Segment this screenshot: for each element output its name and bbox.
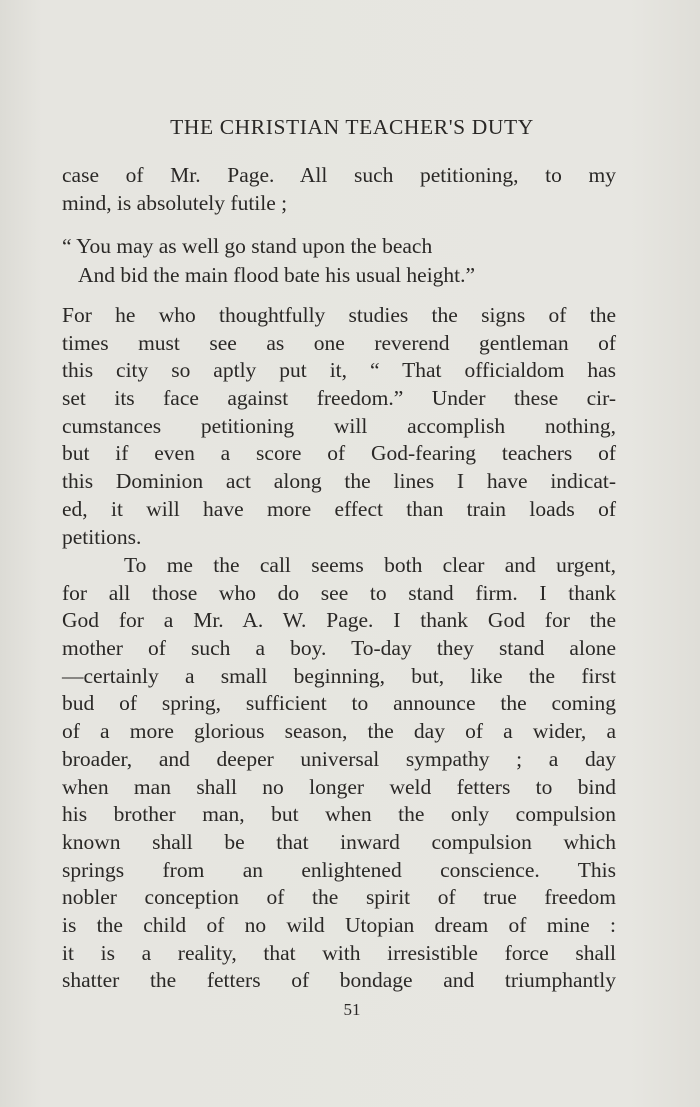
text-line: times must see as one reverend gentleman of	[62, 330, 616, 355]
verse-line: And bid the main flood bate his usual height.”	[78, 262, 476, 287]
text-line: but if even a score of God-fearing teachers of	[62, 441, 616, 466]
text-line: it is a reality, that with irresistible force shall	[62, 940, 616, 965]
text-line: set its face against freedom.” Under these cir-	[62, 386, 616, 411]
text-line: is the child of no wild Utopian dream of mine :	[62, 912, 616, 937]
text-line: nobler conception of the spirit of true freedom	[62, 885, 616, 910]
verse-line: “ You may as well go stand upon the beach	[62, 234, 433, 258]
text-line: God for a Mr. A. W. Page. I thank God for the	[62, 608, 616, 633]
text-line: this city so aptly put it, “ That officialdom has	[62, 358, 616, 383]
text-line: ed, it will have more effect than train loads of	[62, 496, 616, 521]
text-line: mind, is absolutely futile ;	[62, 190, 288, 215]
paragraph-1	[62, 162, 616, 217]
text-line: bud of spring, sufficient to announce the coming	[62, 691, 616, 716]
text-line: of a more glorious season, the day of a wider, a	[62, 719, 616, 744]
text-line: when man shall no longer weld fetters to bind	[62, 774, 616, 799]
text-line: cumstances petitioning will accomplish nothing,	[62, 413, 616, 438]
text-line: For he who thoughtfully studies the signs of the	[62, 303, 616, 327]
paragraph-3	[62, 552, 616, 995]
text-line: springs from an enlightened conscience. This	[62, 857, 616, 882]
page-number: 51	[343, 1000, 361, 1019]
text-line: this Dominion act along the lines I have indicat-	[62, 469, 616, 494]
text-line: broader, and deeper universal sympathy ; a day	[62, 746, 616, 771]
text-line: petitions.	[62, 524, 142, 549]
text-line: To me the call seems both clear and urgent,	[124, 553, 616, 577]
running-head: THE CHRISTIAN TEACHER'S DUTY	[170, 115, 534, 139]
text-line: case of Mr. Page. All such petitioning, to my	[62, 163, 616, 187]
verse-quotation	[62, 232, 622, 289]
paragraph-2	[62, 302, 616, 551]
text-line: shatter the fetters of bondage and triumphantly	[62, 968, 616, 993]
text-line: known shall be that inward compulsion which	[62, 829, 616, 854]
text-line: —certainly a small beginning, but, like the first	[62, 663, 616, 688]
text-line: mother of such a boy. To-day they stand alone	[62, 636, 616, 661]
text-line: for all those who do see to stand firm. I thank	[62, 580, 616, 605]
text-line: his brother man, but when the only compulsion	[62, 802, 616, 827]
